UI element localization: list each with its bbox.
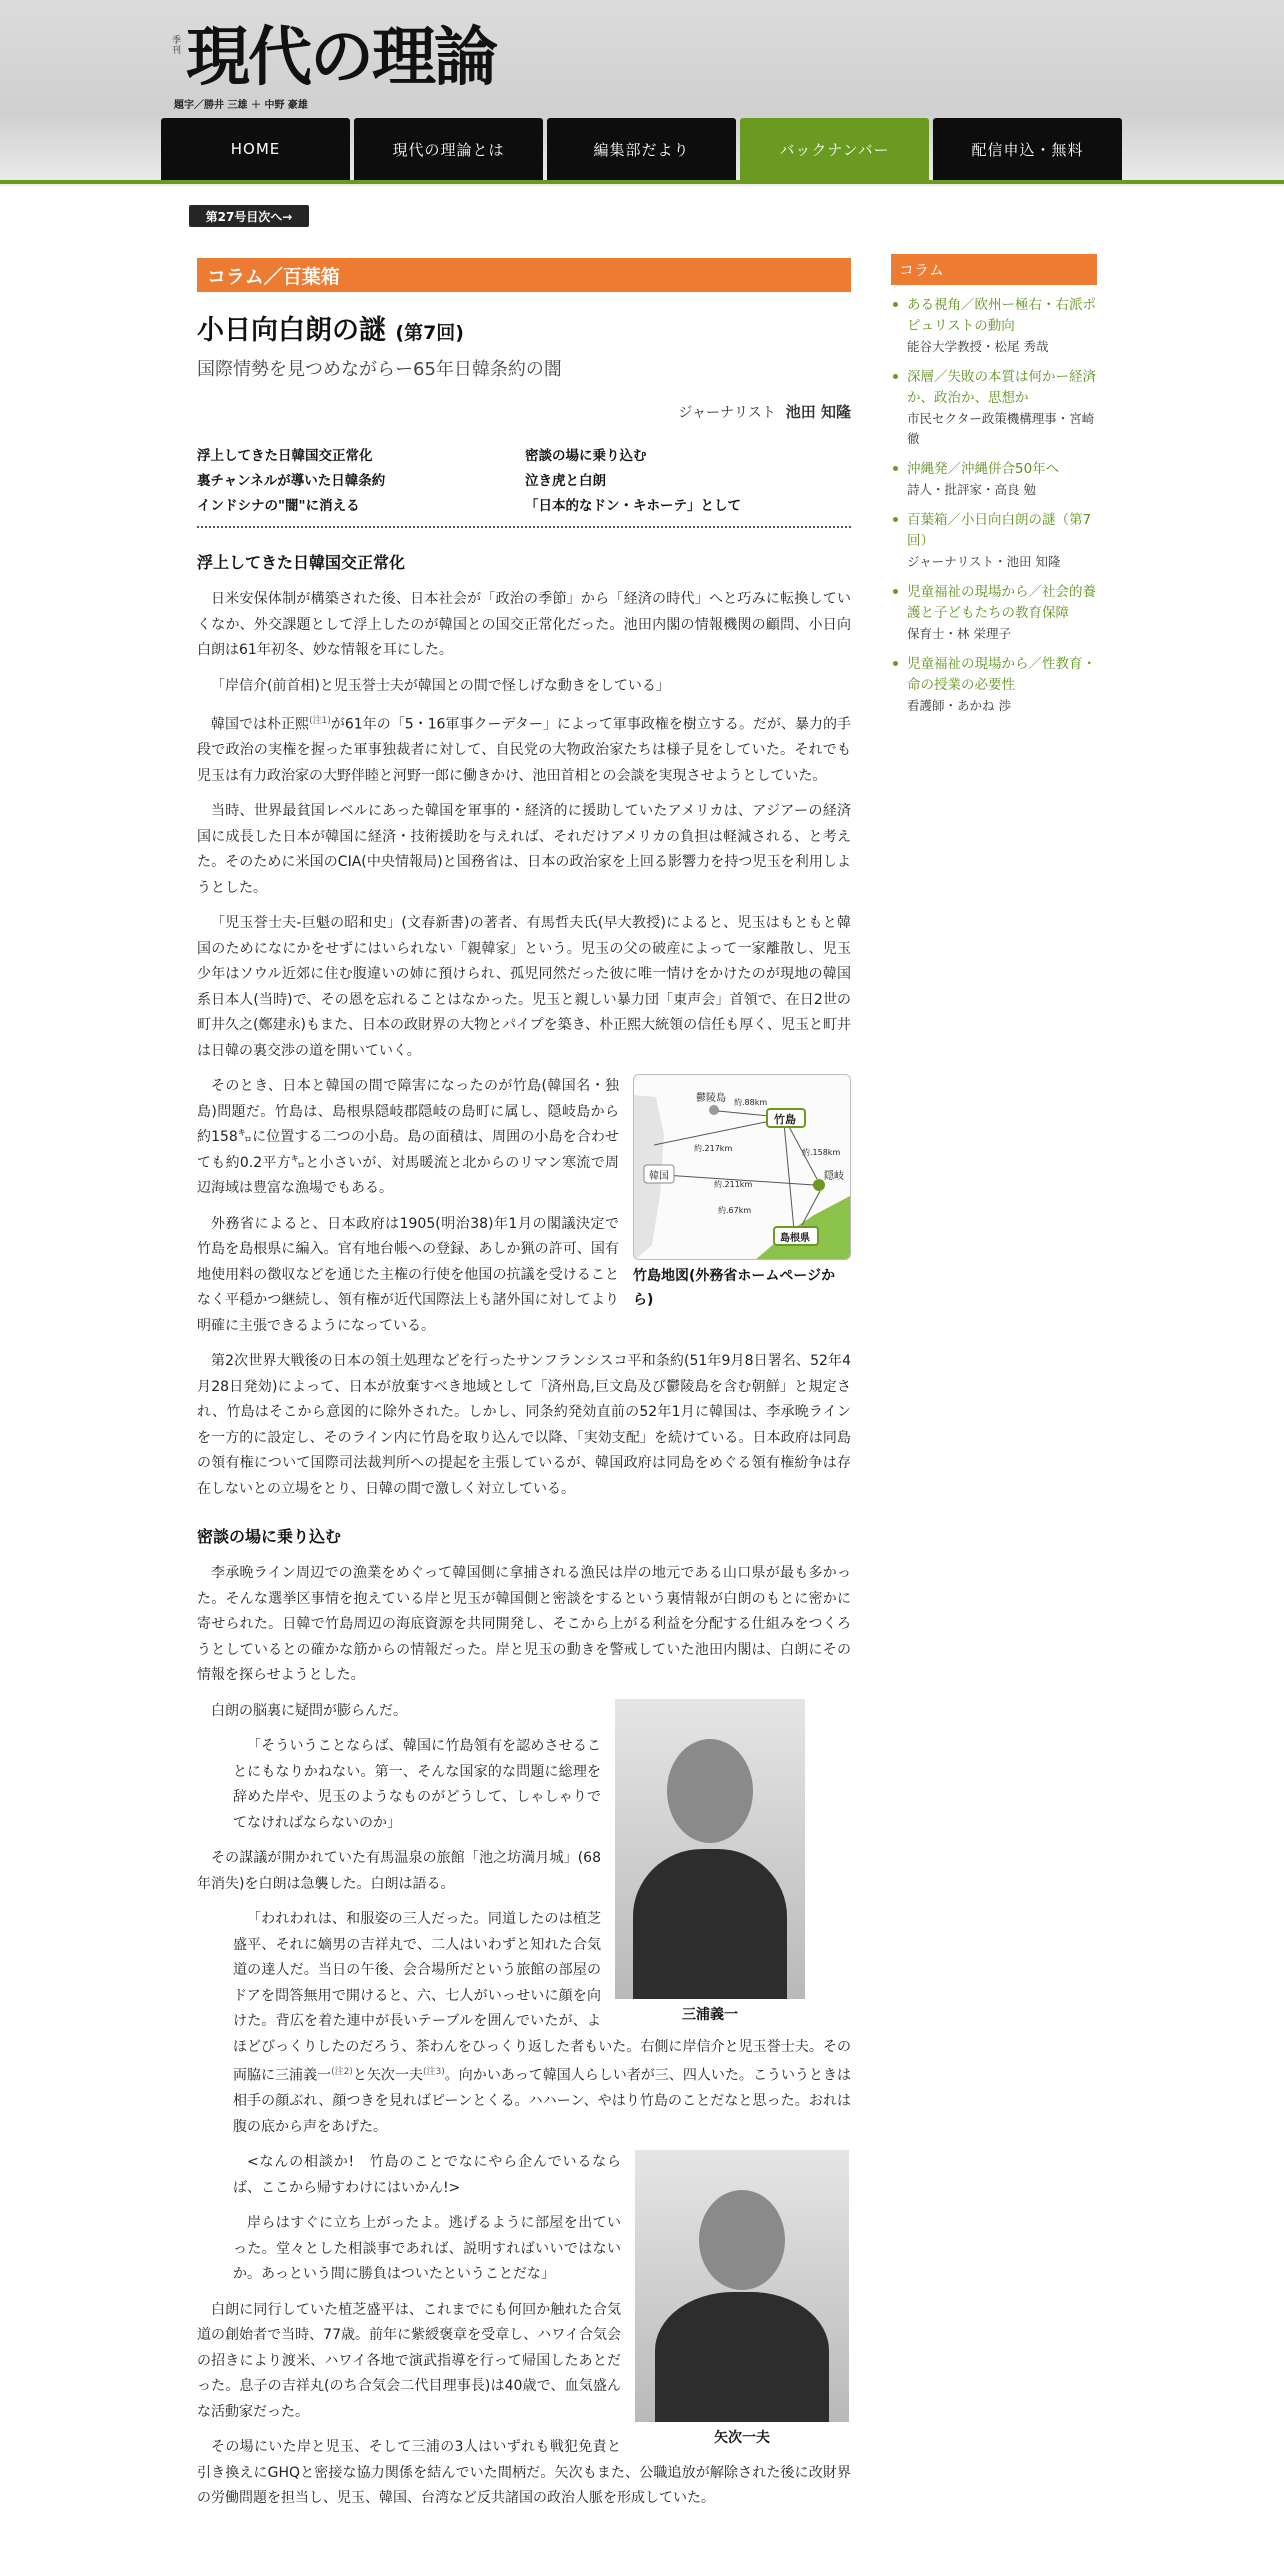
article-episode: (第7回)	[395, 322, 464, 344]
sidebar-item	[891, 295, 1097, 357]
quote: 「そういうことならば、韓国に竹島領有を認めさせることにもなりかねない。第一、そんな国家的な問題に総理を辞めた岸や、児玉のようなものがどうして、しゃしゃりでてなければならないのか」	[233, 1738, 601, 1831]
bullet-icon	[893, 374, 898, 379]
sidebar-item-author: 保育士・林 栄理子	[907, 626, 1011, 641]
ulleung-island	[709, 1105, 719, 1115]
paragraph: 外務省によると、日本政府は1905(明治38)年1月の閣議決定で竹島を島根県に編入。官有地台帳への登録、あしか猟の許可、国有地使用料の徴収などを通じた主権の行使を他国の抗議を受けることなく平穏かつ継続し、領有権が近代国際法上も諸外国に対してより明確に主張できるようになっている。	[197, 1215, 619, 1334]
byline	[197, 401, 851, 422]
paragraph-text: 韓国では朴正熙	[211, 716, 310, 733]
map-distance-label: 約.158km	[802, 1148, 841, 1158]
nav-editorial[interactable]: 編集部だより	[547, 118, 736, 180]
map-distance-label: 約.217km	[694, 1144, 733, 1154]
logo-title: 現代の理論	[186, 21, 496, 95]
header-accent-line	[0, 180, 1284, 184]
bullet-icon	[893, 302, 898, 307]
paragraph: 白朗に同行していた植芝盛平は、これまでにも何回か触れた合気道の創始者で当時、77歳。前年に紫綬褒章を受章し、ハワイ合気会の招きにより渡米、ハワイ各地で演武指導を行って帰国したあとだった。息子の吉祥丸(のち合気会二代目理事長)は40歳で、血気盛んな活動家だった。	[197, 2301, 621, 2420]
site-logo[interactable]	[172, 20, 496, 111]
sidebar-item-author: 詩人・批評家・高良 勉	[907, 482, 1036, 497]
sidebar-item	[891, 654, 1097, 716]
portrait-photo	[635, 2150, 849, 2422]
footnote-ref[interactable]: (注1)	[309, 716, 331, 726]
toc-item: 「日本的なドン・キホーテ」として	[525, 498, 741, 514]
photo-caption: 三浦義一	[682, 2006, 738, 2023]
sidebar	[891, 254, 1097, 726]
paragraph: その場にいた岸と児玉、そして三浦の3人はいずれも戦犯免責と引き換えにGHQと密接な協力関係を結んでいた間柄だ。矢次もまた、公職追放が解除された後に改財界の労働問題を担当し、児玉、韓国、台湾など反共諸国の政治人脈を形成していた。	[197, 2439, 851, 2507]
sidebar-item	[891, 459, 1097, 500]
bullet-icon	[893, 517, 898, 522]
map-label-ulleung: 鬱陵島	[696, 1093, 726, 1105]
sidebar-list	[891, 295, 1097, 716]
sidebar-item-link[interactable]: 百葉箱／小日向白朗の謎（第7回）	[907, 512, 1092, 549]
author-role: ジャーナリスト	[678, 405, 776, 421]
sidebar-item-link[interactable]: 児童福祉の現場から／社会的養護と子どもたちの教育保障	[907, 584, 1096, 621]
article-title-text: 小日向白朗の謎	[197, 315, 386, 346]
toc-item: 泣き虎と白朗	[525, 473, 606, 489]
map-caption: 竹島地図(外務省ホームページから)	[633, 1268, 836, 1309]
photo-caption: 矢次一夫	[714, 2430, 770, 2447]
toc-item: インドシナの"闇"に消える	[197, 498, 360, 514]
quote-text: と矢次一夫	[352, 2067, 423, 2084]
paragraph: そのとき、日本と韓国の間で障害になったのが竹島(韓国名・独島)問題だ。竹島は、島根県隠岐郡隠岐の島町に属し、隠岐島から約158㌔に位置する二つの小島。島の面積は、周囲の小島を合わせても約0.2平方㌔と小さいが、対馬暖流と北からのリマン寒流で周辺海域は豊富な漁場でもある。	[197, 1078, 619, 1197]
nav-back-numbers[interactable]: バックナンバー	[740, 118, 929, 180]
sidebar-item	[891, 510, 1097, 572]
toc-item: 浮上してきた日韓国交正常化	[197, 448, 373, 464]
sidebar-item-link[interactable]: 沖縄発／沖縄併合50年へ	[907, 461, 1060, 477]
paragraph: 日米安保体制が構築された後、日本社会が「政治の季節」から「経済の時代」へと巧みに転換していくなか、外交課題として浮上したのが韓国との国交正常化だった。池田内閣の情報機関の顧問、小日向白朗は61年初冬、妙な情報を耳にした。	[197, 591, 851, 658]
map-distance-label: 約.88km	[734, 1098, 768, 1108]
takeshima-map	[633, 1074, 851, 1260]
portrait-photo	[615, 1699, 805, 1999]
sidebar-item-author: 市民セクター政策機構理事・宮崎 徹	[907, 411, 1095, 446]
nav-subscribe[interactable]: 配信申込・無料	[933, 118, 1122, 180]
category-banner: コラム／百葉箱	[197, 258, 851, 292]
sidebar-item-author: 能谷大学教授・松尾 秀哉	[907, 339, 1049, 354]
sidebar-item	[891, 582, 1097, 644]
toc-item: 裏チャンネルが導いた日韓条約	[197, 473, 386, 489]
footnote-ref[interactable]: (注3)	[422, 2067, 445, 2078]
main-nav	[161, 118, 1122, 180]
sidebar-item-author: ジャーナリスト・池田 知隆	[907, 554, 1061, 569]
article-subtitle: 国際情勢を見つめながらー65年日韓条約の闇	[197, 359, 562, 380]
quote-text: 「われわれは、和服姿の三人だった。同道したのは植芝盛平、それに嫡男の吉祥丸で、二人はいわずと知れた合気道の達人だ。当日の午後、会合場所だという旅館の部屋のドアを問答無用で開けると、六、七人がいっせいに顔を向けた。背広を着た連中が長いテーブルを囲んでいたが、よほどびっくりしたのだろう、茶わんをひっくり返した者もいた。右側に岸信介と児玉誉士夫。その両脇に三浦義一	[233, 1911, 851, 2084]
sidebar-item-link[interactable]: 深層／失敗の本質は何かー経済か、政治か、思想か	[907, 369, 1096, 406]
map-figure	[633, 1074, 851, 1312]
toc-divider	[197, 526, 851, 528]
quote-text: 。向かいあって韓国人らしい者が三、四人いた。こういうときは相手の顔ぶれ、顔つきを見ればピーンとくる。ハハーン、やはり竹島のことだなと思った。おれは腹の底から声をあげた。	[233, 2067, 852, 2135]
sidebar-item-link[interactable]: ある視角／欧州ー極右・右派ポピュリストの動向	[907, 297, 1096, 334]
paragraph: 第2次世界大戦後の日本の領土処理などを行ったサンフランシスコ平和条約(51年9月8日署名、52年4月28日発効)によって、日本が放棄すべき地域として「済州島,巨文島及び鬱陵島を含む朝鮮」と規定され、竹島はそこから意図的に除外された。しかし、同条約発効直前の52年1月に韓国は、李承晩ラインを一方的に設定し、そのライン内に竹島を取り込んで以降、「実効支配」を続けている。日本政府は同島の領有権について国際司法裁判所への提起を主張しているが、韓国政府は同島をめぐる領有権紛争は存在しないとの立場をとり、日韓の間で激しく対立している。	[197, 1353, 851, 1497]
nav-home[interactable]: HOME	[161, 118, 350, 180]
footnote-ref[interactable]: (注2)	[331, 2067, 353, 2078]
paragraph: 当時、世界最貧国レベルにあった韓国を軍事的・経済的に援助していたアメリカは、アジアーの経済国に成長した日本が韓国に経済・技術援助を与えれば、それだけアメリカの負担は軽減される、と考えた。そのために米国のCIA(中央情報局)と国務省は、日本の政治家を上回る影響力を持つ児玉を利用しようとした。	[197, 803, 851, 896]
section-heading: 密談の場に乗り込む	[197, 1527, 342, 1547]
paragraph	[197, 709, 851, 789]
nav-about[interactable]: 現代の理論とは	[354, 118, 543, 180]
back-to-issue-button[interactable]: 第27号目次へ→	[189, 205, 309, 227]
photo-figure	[635, 2150, 851, 2450]
map-label-korea: 韓国	[649, 1171, 669, 1183]
paragraph-text: が61年の「5・16軍事クーデター」によって軍事政権を樹立する。だが、暴力的手段で政治の実権を握った軍事独裁者に対して、自民党の大物政治家たちは様子見をしていた。それでも児玉は有力政治家の大野伴睦と河野一郎に働きかけ、池田首相との会談を実現させようとしていた。	[197, 716, 852, 784]
paragraph: 「児玉誉士夫-巨魁の昭和史」(文春新書)の著者、有馬哲夫氏(早大教授)によると、児玉はもともと韓国のためになにかをせずにはいられない「親韓家」という。児玉の父の破産によって一家離散し、児玉少年はソウル近郊に住む腹違いの姉に預けられ、孤児同然だった彼に唯一情けをかけたのが現地の韓国系日本人(当時)で、その恩を忘れることはなかった。児玉と親しい暴力団「東声会」首領で、在日2世の町井久之(鄭建永)もまた、日本の政財界の大物とパイプを築き、朴正熙大統領の信任も厚く、児玉と町井は日韓の裏交渉の道を開いていく。	[197, 915, 851, 1059]
map-label-oki: 隠岐	[824, 1171, 844, 1183]
sidebar-item-author: 看護師・あかね 渉	[907, 698, 1011, 713]
logo-credit: 題字／勝井 三雄 ＋ 中野 豪雄	[174, 100, 308, 111]
map-distance-label: 約.67km	[718, 1206, 752, 1216]
photo-figure	[615, 1699, 831, 2027]
paragraph: 李承晩ライン周辺での漁業をめぐって韓国側に拿捕される漁民は岸の地元である山口県が最も多かった。そんな選挙区事情を抱えている岸と児玉が韓国側と密談をするという裏情報が白朗のもとに密かに寄せられた。日韓で竹島周辺の海底資源を共同開発し、そこから上がる利益を分配する仕組みをつくろうとしているとの確かな筋からの情報だった。岸と児玉の動きを警戒していた池田内閣は、白朗にその情報を探らせようとした。	[197, 1565, 851, 1684]
article	[197, 258, 851, 2522]
toc-item: 密談の場に乗り込む	[525, 448, 647, 464]
sidebar-item	[891, 367, 1097, 449]
map-label-takeshima: 竹島	[774, 1113, 796, 1127]
map-label-shimane: 島根県	[780, 1233, 810, 1245]
bullet-icon	[893, 661, 898, 666]
author-name: 池田 知隆	[785, 403, 851, 421]
site-header	[0, 0, 1284, 186]
quote: <なんの相談か! 竹島のことでなにやら企んでいるならば、ここから帰すわけにはいかん!>	[233, 2154, 621, 2196]
paragraph: 白朗の脳裏に疑問が膨らんだ。	[211, 1702, 407, 1719]
bullet-icon	[893, 589, 898, 594]
article-toc	[197, 444, 851, 514]
map-distance-label: 約.211km	[714, 1180, 753, 1190]
logo-quarterly-label: 季刊	[172, 36, 182, 56]
paragraph: その謀議が開かれていた有馬温泉の旅館「池之坊満月城」(68年消失)を白朗は急襲した。白朗は語る。	[197, 1850, 601, 1892]
article-title	[197, 308, 851, 347]
sidebar-item-link[interactable]: 児童福祉の現場から／性教育・命の授業の必要性	[907, 656, 1096, 693]
bullet-icon	[893, 466, 898, 471]
section-heading: 浮上してきた日韓国交正常化	[197, 553, 406, 572]
quote: 岸らはすぐに立ち上がったよ。逃げるように部屋を出ていった。堂々とした相談事であれば、説明すればいいではないか。あっという間に勝負はついたということだな」	[233, 2215, 621, 2283]
sidebar-heading: コラム	[891, 254, 1097, 285]
quote: 「岸信介(前首相)と児玉誉士夫が韓国との間で怪しげな動きをしている」	[211, 677, 670, 694]
